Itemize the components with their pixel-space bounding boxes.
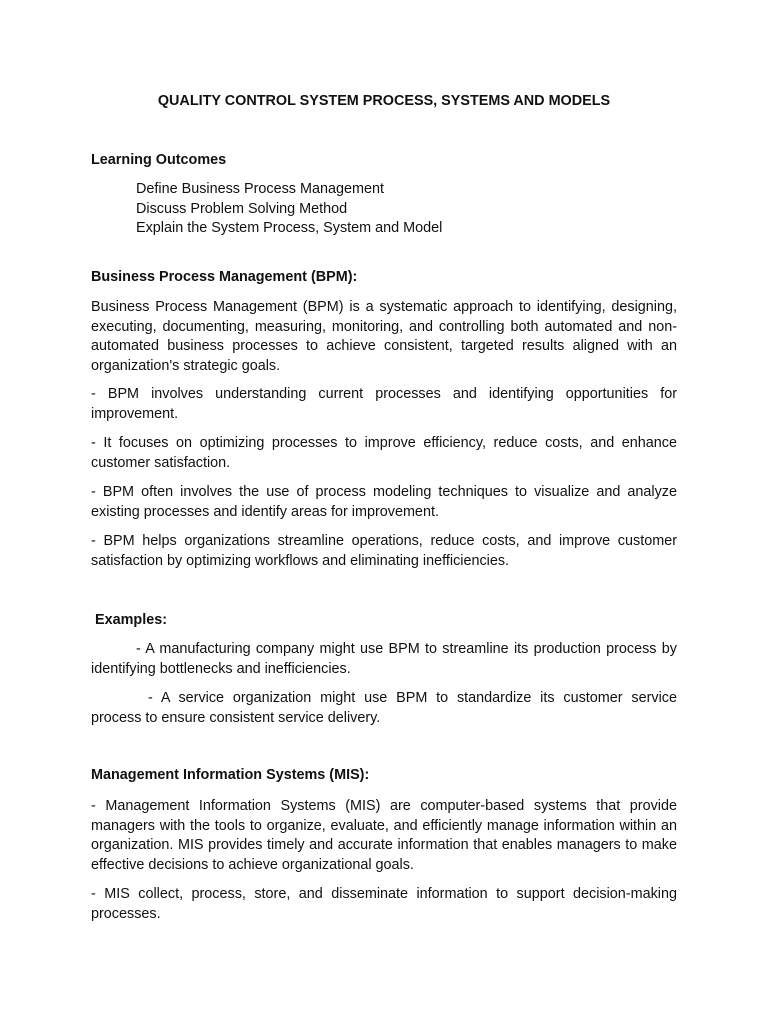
page-title: QUALITY CONTROL SYSTEM PROCESS, SYSTEMS AND MODELS (157, 93, 611, 109)
mis-paragraph: - Management Information Systems (MIS) are computer-based systems that provide managers with the tools to organize, evaluate, and efficiently manage information within an organization. MIS provides timely and accurate information that enables managers to make effective decisions to achieve organizational goals. (91, 798, 677, 873)
list-item: Discuss Problem Solving Method (136, 200, 348, 217)
bpm-bullet-paragraph: - BPM often involves the use of process modeling techniques to visualize and analyze existing processes and identify areas for improvement. (91, 484, 677, 520)
example-item: - A manufacturing company might use BPM to streamline its production process by identifying bottlenecks and inefficiencies. (91, 641, 677, 677)
bpm-bullet-paragraph: - BPM helps organizations streamline operations, reduce costs, and improve customer satisfaction by optimizing workflows and eliminating inefficiencies. (91, 533, 677, 569)
bpm-bullet-paragraph: - BPM involves understanding current processes and identifying opportunities for improvement. (91, 386, 677, 422)
bpm-definition-paragraph: Business Process Management (BPM) is a systematic approach to identifying, designing, executing, documenting, measuring, monitoring, and controlling both automated and non-automated business processes to achieve consistent, targeted results aligned with an organization's strategic goals. (91, 299, 677, 374)
list-item: Explain the System Process, System and Model (136, 220, 443, 237)
learning-outcomes-heading: Learning Outcomes (91, 152, 227, 168)
learning-outcomes-list (136, 180, 442, 239)
bpm-heading: Business Process Management (BPM): (91, 269, 358, 285)
examples-heading: Examples: (95, 612, 167, 628)
example-item: - A service organization might use BPM to standardize its customer service process to ensure consistent service delivery. (91, 690, 677, 726)
mis-paragraph: - MIS collect, process, store, and disseminate information to support decision-making processes. (91, 886, 677, 922)
list-item: Define Business Process Management (136, 181, 384, 197)
bpm-bullet-paragraph: - It focuses on optimizing processes to improve efficiency, reduce costs, and enhance customer satisfaction. (91, 435, 677, 471)
mis-heading: Management Information Systems (MIS): (91, 767, 370, 783)
